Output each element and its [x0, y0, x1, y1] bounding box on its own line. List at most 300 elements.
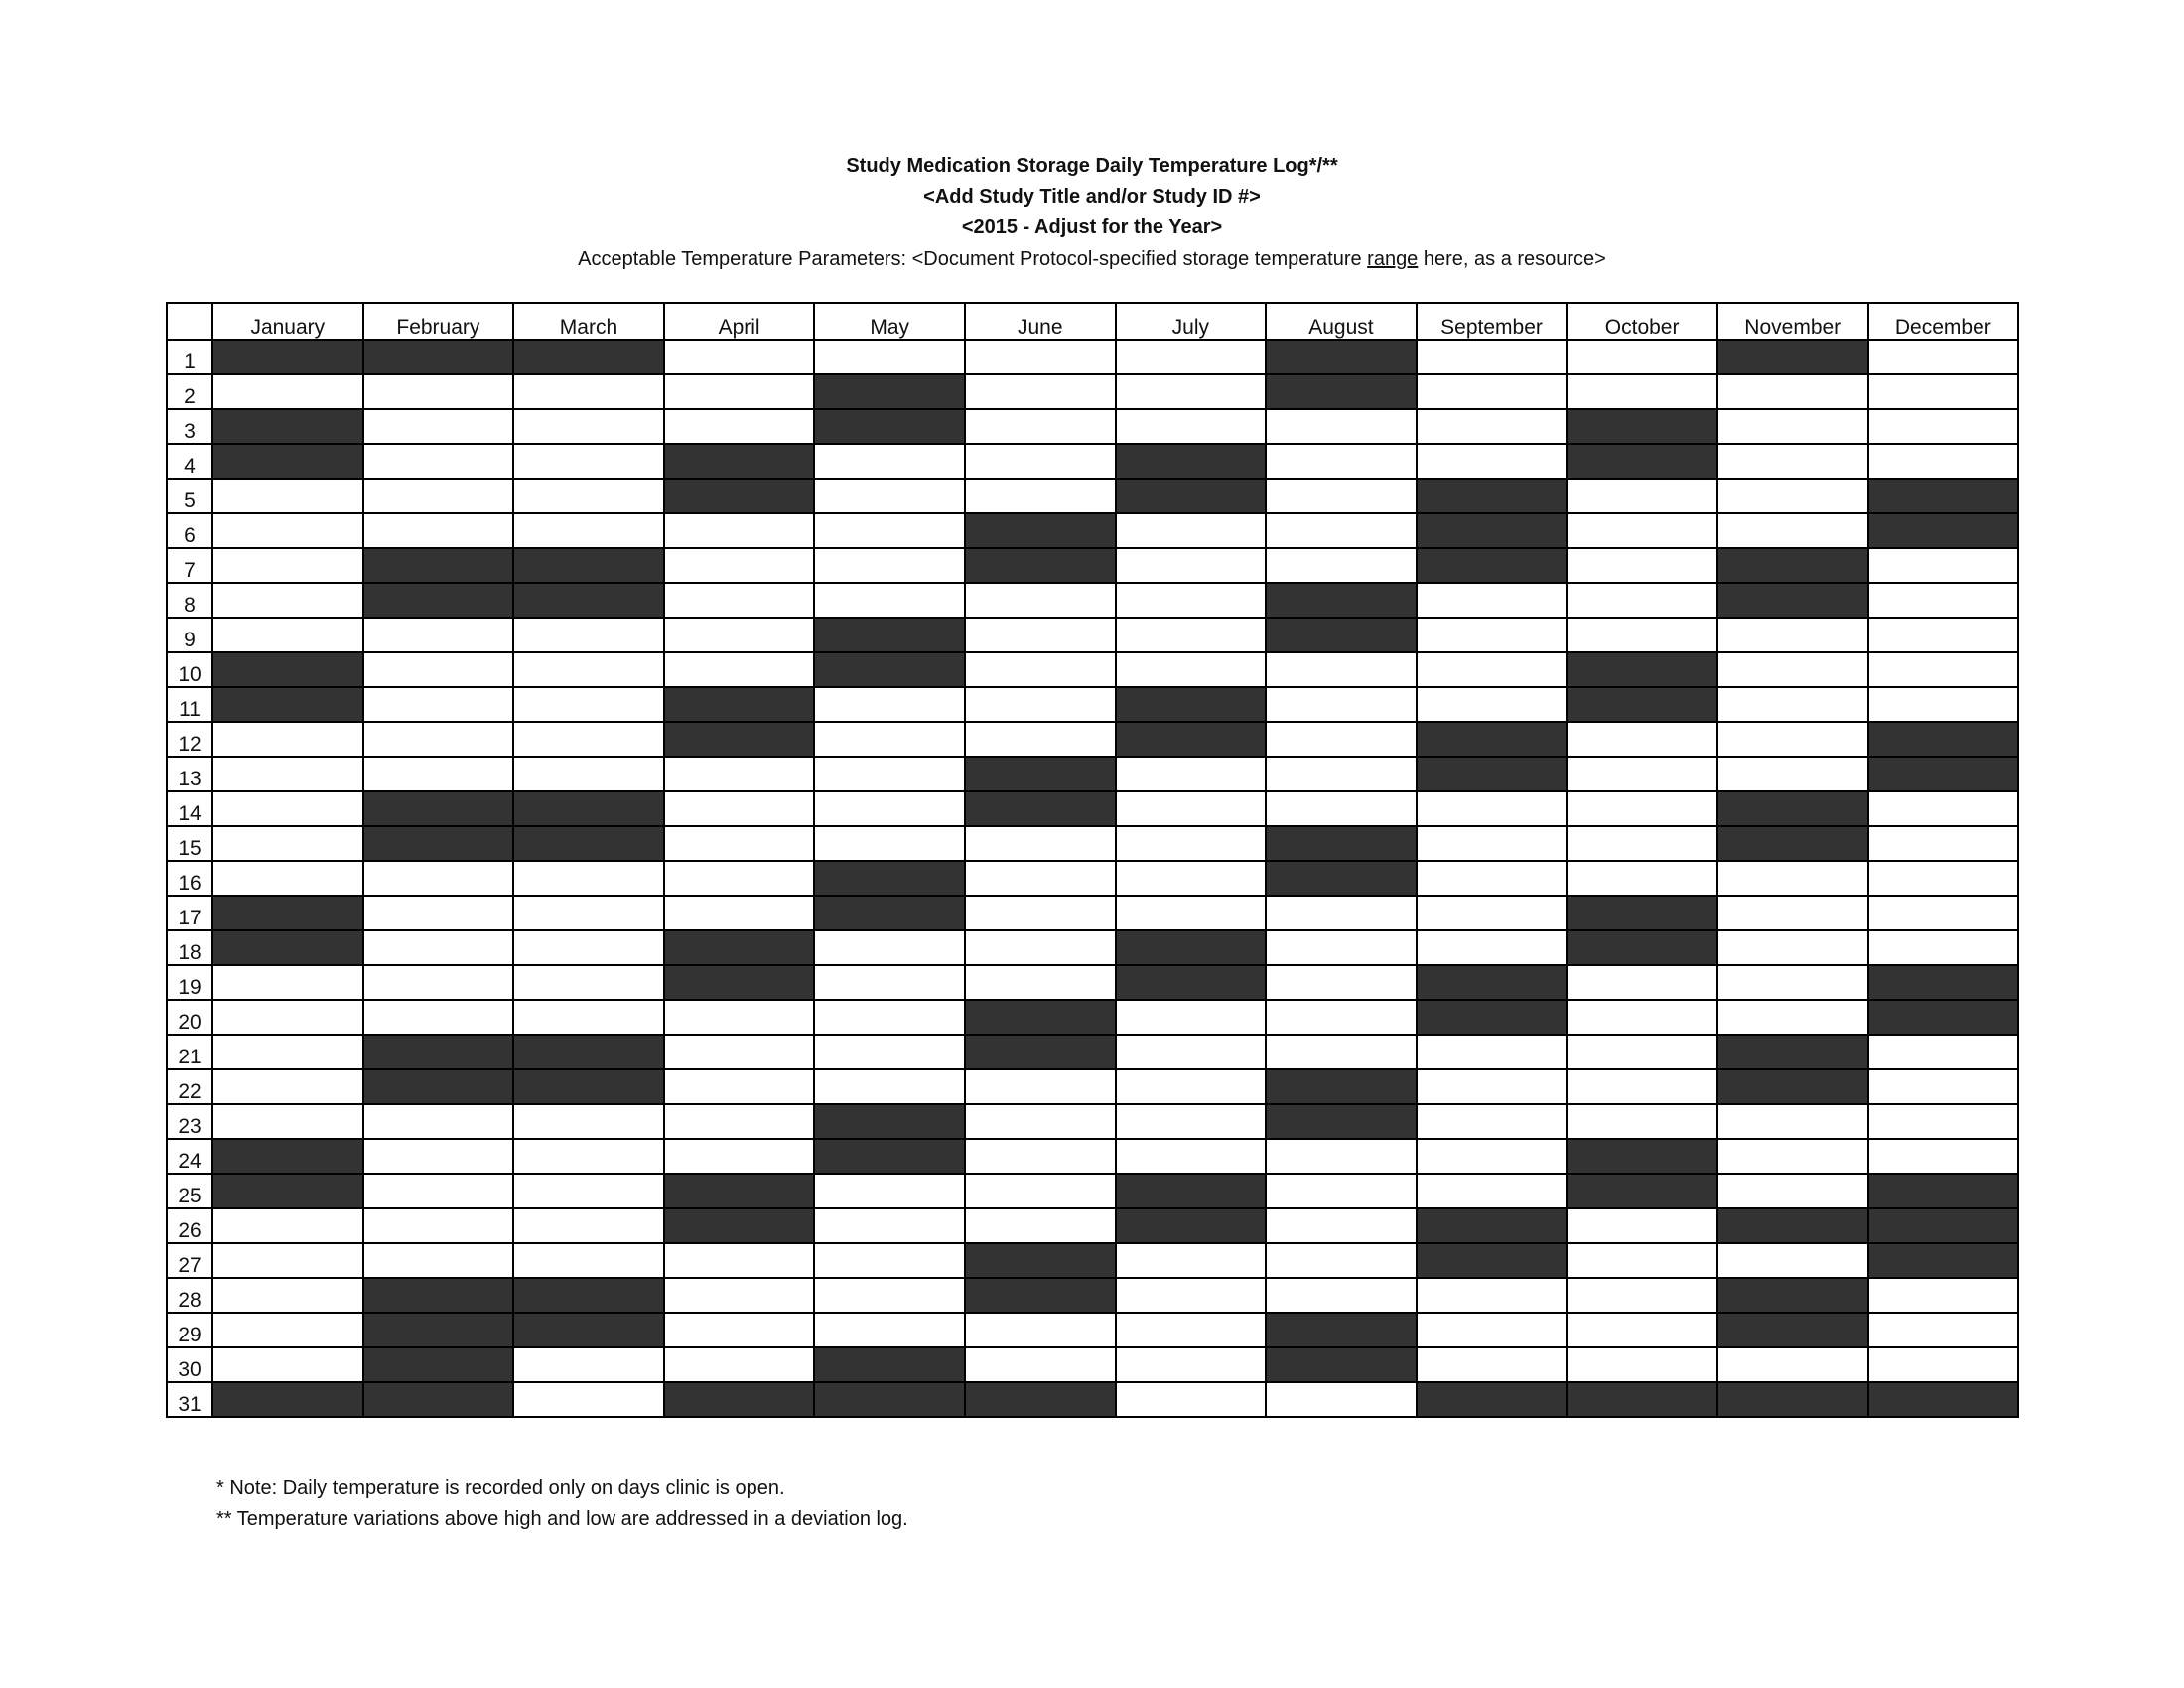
temperature-entry-cell[interactable]	[363, 513, 514, 548]
temperature-entry-cell[interactable]	[1567, 374, 1717, 409]
day-number: 18	[167, 930, 212, 965]
temperature-entry-cell[interactable]	[1417, 930, 1568, 965]
temperature-entry-cell[interactable]	[1417, 444, 1568, 479]
temperature-entry-cell[interactable]	[1116, 1035, 1267, 1069]
temperature-entry-cell[interactable]	[965, 965, 1116, 1000]
temperature-entry-cell[interactable]	[814, 513, 965, 548]
temperature-entry-cell[interactable]	[814, 1208, 965, 1243]
temperature-entry-cell[interactable]	[212, 757, 363, 791]
temperature-entry-cell[interactable]	[1266, 409, 1417, 444]
temperature-entry-cell[interactable]	[1567, 548, 1717, 583]
temperature-entry-cell[interactable]	[965, 826, 1116, 861]
shaded-day-cell	[1116, 687, 1267, 722]
temperature-entry-cell[interactable]	[664, 583, 815, 618]
temperature-entry-cell[interactable]	[513, 513, 664, 548]
temperature-entry-cell[interactable]	[664, 1313, 815, 1347]
temperature-entry-cell[interactable]	[363, 722, 514, 757]
temperature-entry-cell[interactable]	[814, 1278, 965, 1313]
temperature-entry-cell[interactable]	[1266, 1278, 1417, 1313]
temperature-entry-cell[interactable]	[513, 1243, 664, 1278]
temperature-entry-cell[interactable]	[965, 861, 1116, 896]
temperature-entry-cell[interactable]	[1116, 409, 1267, 444]
month-header-february: February	[363, 303, 514, 340]
temperature-entry-cell[interactable]	[1266, 548, 1417, 583]
temperature-entry-cell[interactable]	[1717, 513, 1868, 548]
temperature-entry-cell[interactable]	[814, 1035, 965, 1069]
temperature-entry-cell[interactable]	[1868, 652, 2019, 687]
temperature-entry-cell[interactable]	[513, 687, 664, 722]
params-prefix: Acceptable Temperature Parameters: <Document Protocol-specified storage temperature	[578, 248, 1368, 270]
day-number: 16	[167, 861, 212, 896]
day-number: 20	[167, 1000, 212, 1035]
temperature-entry-cell[interactable]	[1266, 722, 1417, 757]
temperature-entry-cell[interactable]	[664, 513, 815, 548]
shaded-day-cell	[1717, 1382, 1868, 1417]
temperature-entry-cell[interactable]	[664, 618, 815, 652]
temperature-entry-cell[interactable]	[212, 861, 363, 896]
temperature-entry-cell[interactable]	[1266, 791, 1417, 826]
shaded-day-cell	[1417, 1243, 1568, 1278]
shaded-day-cell	[814, 1347, 965, 1382]
temperature-entry-cell[interactable]	[965, 583, 1116, 618]
temperature-entry-cell[interactable]	[1417, 583, 1568, 618]
day-number: 29	[167, 1313, 212, 1347]
temperature-entry-cell[interactable]	[1717, 1347, 1868, 1382]
temperature-entry-cell[interactable]	[363, 896, 514, 930]
temperature-entry-cell[interactable]	[1717, 1104, 1868, 1139]
temperature-entry-cell[interactable]	[363, 1139, 514, 1174]
temperature-entry-cell[interactable]	[814, 1069, 965, 1104]
temperature-entry-cell[interactable]	[1717, 861, 1868, 896]
temperature-entry-cell[interactable]	[1266, 965, 1417, 1000]
temperature-entry-cell[interactable]	[212, 791, 363, 826]
temperature-entry-cell[interactable]	[814, 479, 965, 513]
temperature-entry-cell[interactable]	[1567, 1243, 1717, 1278]
shaded-day-cell	[513, 548, 664, 583]
shaded-day-cell	[212, 1174, 363, 1208]
shaded-day-cell	[965, 1243, 1116, 1278]
temperature-entry-cell[interactable]	[1417, 896, 1568, 930]
temperature-entry-cell[interactable]	[1717, 652, 1868, 687]
temperature-entry-cell[interactable]	[965, 930, 1116, 965]
temperature-entry-cell[interactable]	[1868, 409, 2019, 444]
temperature-entry-cell[interactable]	[1868, 1104, 2019, 1139]
temperature-entry-cell[interactable]	[1868, 687, 2019, 722]
temperature-entry-cell[interactable]	[1417, 1278, 1568, 1313]
temperature-entry-cell[interactable]	[814, 1243, 965, 1278]
temperature-entry-cell[interactable]	[1417, 652, 1568, 687]
day-row	[167, 826, 2018, 861]
temperature-entry-cell[interactable]	[965, 1069, 1116, 1104]
temperature-entry-cell[interactable]	[814, 1313, 965, 1347]
temperature-entry-cell[interactable]	[212, 1035, 363, 1069]
temperature-entry-cell[interactable]	[1567, 722, 1717, 757]
shaded-day-cell	[965, 513, 1116, 548]
temperature-entry-cell[interactable]	[965, 687, 1116, 722]
temperature-entry-cell[interactable]	[1868, 896, 2019, 930]
day-row	[167, 722, 2018, 757]
temperature-entry-cell[interactable]	[1417, 1069, 1568, 1104]
temperature-entry-cell[interactable]	[1567, 479, 1717, 513]
shaded-day-cell	[1868, 1382, 2019, 1417]
temperature-entry-cell[interactable]	[1868, 340, 2019, 374]
temperature-entry-cell[interactable]	[1417, 826, 1568, 861]
temperature-entry-cell[interactable]	[965, 1174, 1116, 1208]
shaded-day-cell	[1116, 479, 1267, 513]
temperature-entry-cell[interactable]	[212, 1000, 363, 1035]
day-row	[167, 1174, 2018, 1208]
temperature-entry-cell[interactable]	[664, 791, 815, 826]
temperature-entry-cell[interactable]	[1266, 652, 1417, 687]
temperature-entry-cell[interactable]	[1116, 652, 1267, 687]
shaded-day-cell	[363, 1069, 514, 1104]
temperature-entry-cell[interactable]	[363, 965, 514, 1000]
temperature-entry-cell[interactable]	[212, 1069, 363, 1104]
temperature-entry-cell[interactable]	[1266, 444, 1417, 479]
temperature-entry-cell[interactable]	[1868, 374, 2019, 409]
temperature-entry-cell[interactable]	[1717, 1000, 1868, 1035]
temperature-entry-cell[interactable]	[1266, 1208, 1417, 1243]
temperature-entry-cell[interactable]	[1567, 1000, 1717, 1035]
temperature-entry-cell[interactable]	[814, 1174, 965, 1208]
temperature-entry-cell[interactable]	[664, 1243, 815, 1278]
temperature-entry-cell[interactable]	[1567, 1104, 1717, 1139]
shaded-day-cell	[513, 583, 664, 618]
temperature-entry-cell[interactable]	[212, 548, 363, 583]
temperature-entry-cell[interactable]	[664, 1069, 815, 1104]
temperature-entry-cell[interactable]	[363, 687, 514, 722]
temperature-entry-cell[interactable]	[814, 548, 965, 583]
temperature-entry-cell[interactable]	[1868, 1278, 2019, 1313]
shaded-day-cell	[212, 409, 363, 444]
temperature-entry-cell[interactable]	[363, 1000, 514, 1035]
temperature-entry-cell[interactable]	[1868, 1139, 2019, 1174]
temperature-entry-cell[interactable]	[965, 1208, 1116, 1243]
temperature-entry-cell[interactable]	[1266, 1000, 1417, 1035]
temperature-entry-cell[interactable]	[1266, 1174, 1417, 1208]
temperature-entry-cell[interactable]	[1567, 826, 1717, 861]
temperature-entry-cell[interactable]	[1116, 791, 1267, 826]
day-number: 14	[167, 791, 212, 826]
shaded-day-cell	[664, 965, 815, 1000]
temperature-entry-cell[interactable]	[1417, 1139, 1568, 1174]
temperature-entry-cell[interactable]	[1116, 1313, 1267, 1347]
temperature-entry-cell[interactable]	[664, 548, 815, 583]
temperature-entry-cell[interactable]	[212, 826, 363, 861]
temperature-entry-cell[interactable]	[965, 479, 1116, 513]
temperature-entry-cell[interactable]	[1717, 479, 1868, 513]
day-number: 17	[167, 896, 212, 930]
month-header-august: August	[1266, 303, 1417, 340]
temperature-entry-cell[interactable]	[664, 826, 815, 861]
temperature-entry-cell[interactable]	[814, 583, 965, 618]
temperature-entry-cell[interactable]	[1417, 1104, 1568, 1139]
day-number: 22	[167, 1069, 212, 1104]
temperature-entry-cell[interactable]	[1266, 1243, 1417, 1278]
temperature-entry-cell[interactable]	[363, 444, 514, 479]
temperature-entry-cell[interactable]	[363, 374, 514, 409]
day-number: 7	[167, 548, 212, 583]
temperature-entry-cell[interactable]	[1266, 757, 1417, 791]
temperature-entry-cell[interactable]	[363, 1208, 514, 1243]
temperature-entry-cell[interactable]	[664, 1347, 815, 1382]
temperature-entry-cell[interactable]	[1567, 618, 1717, 652]
temperature-entry-cell[interactable]	[513, 722, 664, 757]
shaded-day-cell	[814, 1139, 965, 1174]
temperature-entry-cell[interactable]	[814, 930, 965, 965]
temperature-entry-cell[interactable]	[1717, 409, 1868, 444]
temperature-entry-cell[interactable]	[965, 722, 1116, 757]
temperature-entry-cell[interactable]	[1567, 1313, 1717, 1347]
temperature-entry-cell[interactable]	[1266, 1382, 1417, 1417]
temperature-entry-cell[interactable]	[664, 896, 815, 930]
temperature-entry-cell[interactable]	[1417, 1347, 1568, 1382]
temperature-entry-cell[interactable]	[363, 861, 514, 896]
temperature-entry-cell[interactable]	[1116, 374, 1267, 409]
temperature-entry-cell[interactable]	[1116, 548, 1267, 583]
temperature-entry-cell[interactable]	[1266, 687, 1417, 722]
temperature-entry-cell[interactable]	[513, 479, 664, 513]
temperature-entry-cell[interactable]	[1717, 965, 1868, 1000]
temperature-entry-cell[interactable]	[1116, 340, 1267, 374]
temperature-entry-cell[interactable]	[1417, 791, 1568, 826]
temperature-entry-cell[interactable]	[513, 1208, 664, 1243]
temperature-entry-cell[interactable]	[965, 618, 1116, 652]
temperature-entry-cell[interactable]	[814, 687, 965, 722]
temperature-entry-cell[interactable]	[1116, 757, 1267, 791]
temperature-entry-cell[interactable]	[212, 1208, 363, 1243]
shaded-day-cell	[965, 1382, 1116, 1417]
temperature-entry-cell[interactable]	[1717, 1174, 1868, 1208]
temperature-entry-cell[interactable]	[664, 1278, 815, 1313]
temperature-entry-cell[interactable]	[664, 1035, 815, 1069]
temperature-entry-cell[interactable]	[212, 1243, 363, 1278]
day-row	[167, 340, 2018, 374]
month-header-december: December	[1868, 303, 2019, 340]
temperature-entry-cell[interactable]	[513, 1000, 664, 1035]
temperature-entry-cell[interactable]	[1567, 1069, 1717, 1104]
temperature-entry-cell[interactable]	[1417, 409, 1568, 444]
temperature-entry-cell[interactable]	[965, 444, 1116, 479]
temperature-entry-cell[interactable]	[814, 444, 965, 479]
temperature-entry-cell[interactable]	[664, 374, 815, 409]
temperature-entry-cell[interactable]	[1868, 1313, 2019, 1347]
day-row	[167, 1313, 2018, 1347]
temperature-entry-cell[interactable]	[965, 1104, 1116, 1139]
temperature-entry-cell[interactable]	[1868, 930, 2019, 965]
temperature-entry-cell[interactable]	[363, 1243, 514, 1278]
temperature-entry-cell[interactable]	[1717, 1139, 1868, 1174]
temperature-entry-cell[interactable]	[664, 652, 815, 687]
temperature-entry-cell[interactable]	[1717, 444, 1868, 479]
temperature-entry-cell[interactable]	[513, 965, 664, 1000]
temperature-entry-cell[interactable]	[513, 757, 664, 791]
temperature-entry-cell[interactable]	[1717, 618, 1868, 652]
temperature-entry-cell[interactable]	[513, 652, 664, 687]
temperature-entry-cell[interactable]	[363, 409, 514, 444]
temperature-entry-cell[interactable]	[965, 1313, 1116, 1347]
temperature-entry-cell[interactable]	[212, 965, 363, 1000]
temperature-entry-cell[interactable]	[363, 930, 514, 965]
temperature-entry-cell[interactable]	[814, 722, 965, 757]
temperature-entry-cell[interactable]	[363, 479, 514, 513]
temperature-entry-cell[interactable]	[212, 513, 363, 548]
temperature-entry-cell[interactable]	[664, 757, 815, 791]
temperature-entry-cell[interactable]	[965, 374, 1116, 409]
temperature-entry-cell[interactable]	[363, 757, 514, 791]
temperature-entry-cell[interactable]	[965, 1139, 1116, 1174]
temperature-entry-cell[interactable]	[513, 1382, 664, 1417]
temperature-entry-cell[interactable]	[1868, 444, 2019, 479]
temperature-entry-cell[interactable]	[1417, 1035, 1568, 1069]
temperature-entry-cell[interactable]	[814, 791, 965, 826]
temperature-entry-cell[interactable]	[664, 1104, 815, 1139]
temperature-entry-cell[interactable]	[1116, 1347, 1267, 1382]
temperature-entry-cell[interactable]	[664, 1139, 815, 1174]
temperature-entry-cell[interactable]	[965, 1347, 1116, 1382]
temperature-entry-cell[interactable]	[212, 1347, 363, 1382]
temperature-entry-cell[interactable]	[212, 479, 363, 513]
temperature-entry-cell[interactable]	[1868, 826, 2019, 861]
temperature-entry-cell[interactable]	[1567, 513, 1717, 548]
temperature-entry-cell[interactable]	[1868, 618, 2019, 652]
temperature-entry-cell[interactable]	[965, 896, 1116, 930]
shaded-day-cell	[1417, 757, 1568, 791]
temperature-entry-cell[interactable]	[1417, 340, 1568, 374]
temperature-entry-cell[interactable]	[363, 652, 514, 687]
temperature-entry-cell[interactable]	[1717, 722, 1868, 757]
temperature-entry-cell[interactable]	[1266, 1139, 1417, 1174]
temperature-entry-cell[interactable]	[1567, 861, 1717, 896]
day-row	[167, 1382, 2018, 1417]
temperature-entry-cell[interactable]	[1116, 513, 1267, 548]
temperature-entry-cell[interactable]	[1868, 861, 2019, 896]
temperature-entry-cell[interactable]	[1116, 1278, 1267, 1313]
temperature-entry-cell[interactable]	[212, 1278, 363, 1313]
temperature-entry-cell[interactable]	[513, 930, 664, 965]
temperature-entry-cell[interactable]	[513, 409, 664, 444]
temperature-entry-cell[interactable]	[664, 340, 815, 374]
temperature-entry-cell[interactable]	[212, 1313, 363, 1347]
shaded-day-cell	[1567, 1174, 1717, 1208]
temperature-entry-cell[interactable]	[814, 965, 965, 1000]
temperature-entry-cell[interactable]	[513, 861, 664, 896]
temperature-entry-cell[interactable]	[1868, 1035, 2019, 1069]
temperature-entry-cell[interactable]	[664, 861, 815, 896]
temperature-entry-cell[interactable]	[1567, 1347, 1717, 1382]
temperature-entry-cell[interactable]	[1116, 1104, 1267, 1139]
temperature-entry-cell[interactable]	[814, 340, 965, 374]
temperature-entry-cell[interactable]	[1116, 896, 1267, 930]
temperature-entry-cell[interactable]	[363, 1174, 514, 1208]
temperature-entry-cell[interactable]	[1717, 374, 1868, 409]
temperature-entry-cell[interactable]	[664, 409, 815, 444]
temperature-entry-cell[interactable]	[1417, 687, 1568, 722]
temperature-entry-cell[interactable]	[212, 374, 363, 409]
temperature-entry-cell[interactable]	[1567, 1035, 1717, 1069]
temperature-entry-cell[interactable]	[1266, 896, 1417, 930]
temperature-entry-cell[interactable]	[1417, 861, 1568, 896]
temperature-entry-cell[interactable]	[814, 757, 965, 791]
temperature-entry-cell[interactable]	[814, 1000, 965, 1035]
temperature-entry-cell[interactable]	[363, 1104, 514, 1139]
temperature-entry-cell[interactable]	[1567, 583, 1717, 618]
temperature-entry-cell[interactable]	[1417, 374, 1568, 409]
temperature-entry-cell[interactable]	[513, 896, 664, 930]
temperature-entry-cell[interactable]	[814, 826, 965, 861]
shaded-day-cell	[212, 652, 363, 687]
temperature-entry-cell[interactable]	[513, 1347, 664, 1382]
temperature-entry-cell[interactable]	[1567, 965, 1717, 1000]
temperature-entry-cell[interactable]	[965, 652, 1116, 687]
temperature-entry-cell[interactable]	[1116, 861, 1267, 896]
temperature-entry-cell[interactable]	[1717, 896, 1868, 930]
temperature-entry-cell[interactable]	[513, 618, 664, 652]
temperature-entry-cell[interactable]	[212, 618, 363, 652]
temperature-entry-cell[interactable]	[513, 1104, 664, 1139]
temperature-entry-cell[interactable]	[1567, 1278, 1717, 1313]
temperature-entry-cell[interactable]	[363, 618, 514, 652]
temperature-entry-cell[interactable]	[1266, 930, 1417, 965]
temperature-entry-cell[interactable]	[212, 722, 363, 757]
corner-cell	[167, 303, 212, 340]
temperature-entry-cell[interactable]	[1567, 757, 1717, 791]
temperature-entry-cell[interactable]	[513, 444, 664, 479]
temperature-entry-cell[interactable]	[1116, 826, 1267, 861]
temperature-entry-cell[interactable]	[1417, 618, 1568, 652]
temperature-entry-cell[interactable]	[1868, 791, 2019, 826]
temperature-entry-cell[interactable]	[1868, 548, 2019, 583]
temperature-entry-cell[interactable]	[1116, 1243, 1267, 1278]
temperature-entry-cell[interactable]	[1116, 1382, 1267, 1417]
temperature-entry-cell[interactable]	[1116, 1069, 1267, 1104]
temperature-entry-cell[interactable]	[1567, 340, 1717, 374]
temperature-entry-cell[interactable]	[1266, 1035, 1417, 1069]
day-number: 6	[167, 513, 212, 548]
temperature-entry-cell[interactable]	[1116, 618, 1267, 652]
temperature-entry-cell[interactable]	[513, 1174, 664, 1208]
temperature-entry-cell[interactable]	[212, 583, 363, 618]
temperature-entry-cell[interactable]	[1116, 1000, 1267, 1035]
day-row	[167, 687, 2018, 722]
temperature-entry-cell[interactable]	[1868, 1069, 2019, 1104]
temperature-entry-cell[interactable]	[513, 374, 664, 409]
temperature-entry-cell[interactable]	[664, 1000, 815, 1035]
temperature-entry-cell[interactable]	[1417, 1174, 1568, 1208]
temperature-entry-cell[interactable]	[1717, 687, 1868, 722]
day-row	[167, 1069, 2018, 1104]
temperature-entry-cell[interactable]	[1717, 1243, 1868, 1278]
temperature-entry-cell[interactable]	[212, 1104, 363, 1139]
temperature-entry-cell[interactable]	[513, 1139, 664, 1174]
temperature-entry-cell[interactable]	[1417, 1313, 1568, 1347]
shaded-day-cell	[814, 861, 965, 896]
temperature-entry-cell[interactable]	[965, 409, 1116, 444]
shaded-day-cell	[965, 1278, 1116, 1313]
temperature-entry-cell[interactable]	[1116, 1139, 1267, 1174]
temperature-entry-cell[interactable]	[965, 340, 1116, 374]
temperature-entry-cell[interactable]	[1567, 791, 1717, 826]
temperature-entry-cell[interactable]	[1567, 1208, 1717, 1243]
temperature-entry-cell[interactable]	[1868, 1347, 2019, 1382]
temperature-entry-cell[interactable]	[1266, 513, 1417, 548]
shaded-day-cell	[965, 791, 1116, 826]
temperature-entry-cell[interactable]	[1717, 757, 1868, 791]
temperature-entry-cell[interactable]	[1266, 479, 1417, 513]
temperature-entry-cell[interactable]	[1116, 583, 1267, 618]
temperature-entry-cell[interactable]	[1717, 930, 1868, 965]
temperature-entry-cell[interactable]	[1868, 583, 2019, 618]
